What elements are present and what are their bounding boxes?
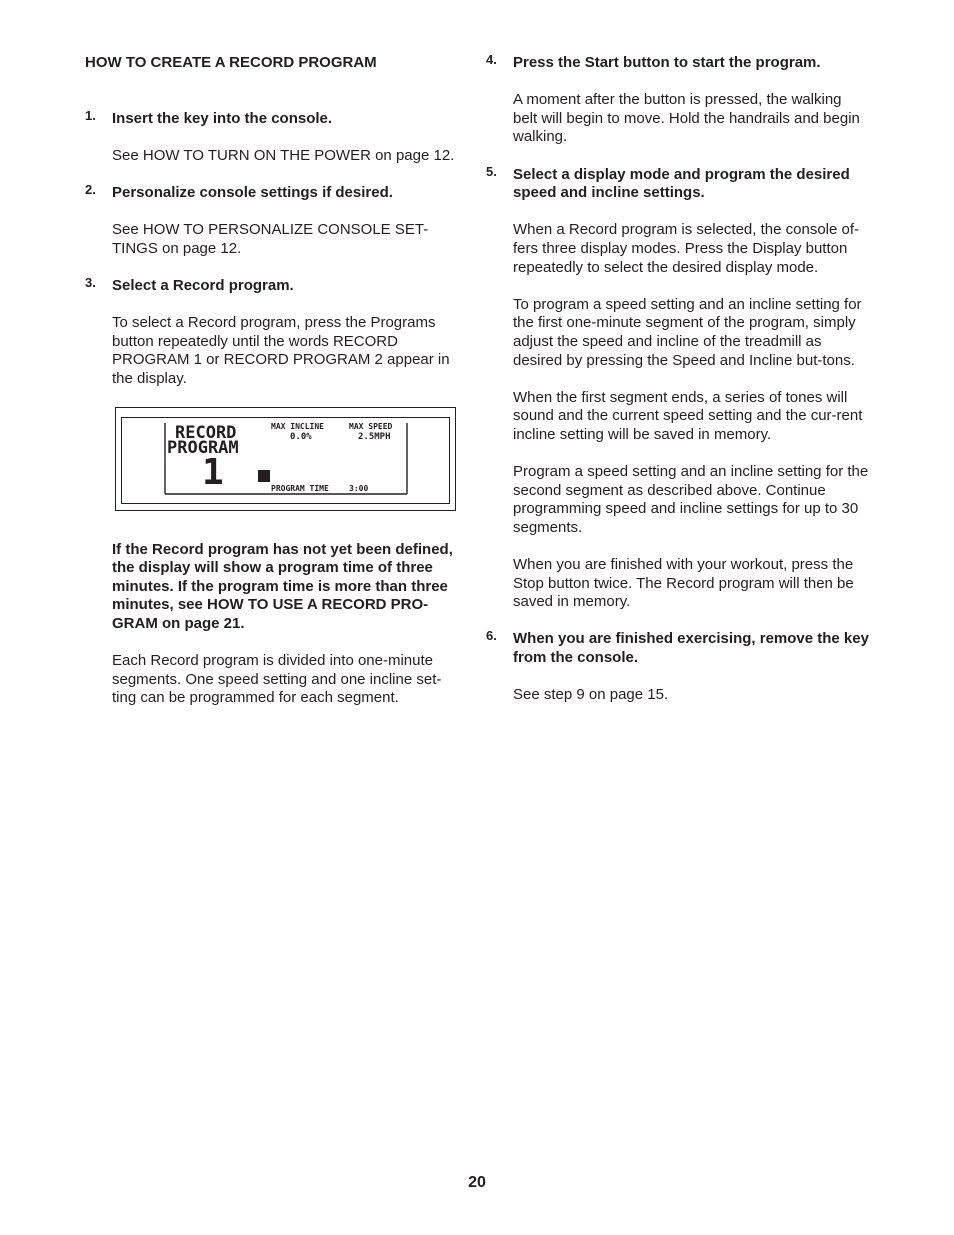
step-number: 6. bbox=[486, 628, 497, 644]
step-body: To select a Record program, press the Programs button repeatedly until the words RECORD PROGRAM 1 or RECORD PROGRAM 2 appear in the display. bbox=[112, 314, 450, 387]
step-2 bbox=[85, 181, 469, 258]
step-body: See step 9 on page 15. bbox=[513, 686, 669, 704]
step-title: Select a display mode and program the desired speed and incline settings. bbox=[513, 165, 850, 202]
step-title: Press the Start button to start the program. bbox=[513, 54, 821, 71]
step-3-note: If the Record program has not yet been defined, the display will show a program time of three minutes. If the program time is more than three minutes, see HOW TO USE A RECORD PRO-GRAM on page 21. bbox=[112, 540, 453, 632]
step-title: Select a Record program. bbox=[112, 276, 294, 294]
step-body: To program a speed setting and an incline setting for the first one-minute segment of the program, simply adjust the speed and incline of the treadmill as desired by pressing the Speed and Incline but-tons. bbox=[513, 295, 862, 369]
step-number: 5. bbox=[486, 163, 497, 179]
display-program-time-value: 3:00 bbox=[349, 483, 369, 493]
display-program-time-label: PROGRAM TIME bbox=[271, 483, 329, 493]
display-program-number: 1 bbox=[202, 451, 224, 493]
step-body: When you are finished with your workout, press the Stop button twice. The Record program will then be saved in memory. bbox=[513, 556, 854, 611]
step-number: 2. bbox=[85, 181, 96, 197]
display-max-incline-value: 0.0% bbox=[290, 431, 312, 442]
step-body: See HOW TO PERSONALIZE CONSOLE SET-TINGS on page 12. bbox=[112, 221, 429, 257]
step-4 bbox=[486, 54, 870, 147]
step-6 bbox=[486, 630, 870, 704]
display-cursor-block bbox=[258, 470, 270, 482]
display-line-program: PROGRAM bbox=[167, 437, 239, 458]
step-title: Personalize console settings if desired. bbox=[112, 183, 393, 201]
display-max-speed-value: 2.5MPH bbox=[358, 431, 391, 442]
right-column bbox=[486, 54, 870, 705]
display-max-incline-label: MAX INCLINE bbox=[271, 421, 324, 431]
display-line-record: RECORD bbox=[175, 422, 237, 443]
step-body: When a Record program is selected, the console of-fers three display modes. Press the Display button repeatedly to select the desired display mode. bbox=[513, 221, 860, 276]
step-body: See HOW TO TURN ON THE POWER on page 12. bbox=[112, 146, 455, 164]
step-number: 4. bbox=[486, 52, 497, 67]
step-1 bbox=[85, 107, 469, 166]
step-body: A moment after the button is pressed, the walking belt will begin to move. Hold the handrails and begin walking. bbox=[513, 91, 860, 146]
step-5 bbox=[486, 163, 870, 612]
section-title: HOW TO CREATE A RECORD PROGRAM bbox=[85, 54, 377, 71]
display-max-speed-label: MAX SPEED bbox=[349, 421, 393, 431]
step-number: 3. bbox=[85, 274, 96, 290]
step-3 bbox=[85, 274, 469, 389]
step-body: Program a speed setting and an incline setting for the second segment as described above. Continue programming speed and incline settings for up to 30 segments. bbox=[513, 463, 869, 536]
page-number: 20 bbox=[468, 1174, 486, 1191]
left-column bbox=[85, 54, 469, 708]
step-title: Insert the key into the console. bbox=[112, 109, 333, 127]
console-display-illustration bbox=[115, 407, 456, 511]
console-display-graphic bbox=[116, 408, 457, 512]
step-body: When the first segment ends, a series of tones will sound and the current speed setting and the cur-rent incline setting will be saved in memory. bbox=[513, 388, 863, 443]
step-number: 1. bbox=[85, 107, 96, 123]
step-title: When you are finished exercising, remove the key from the console. bbox=[513, 630, 869, 666]
step-3-body-after: Each Record program is divided into one-minute segments. One speed setting and one incline set-ting can be programmed for each segment. bbox=[112, 652, 442, 707]
